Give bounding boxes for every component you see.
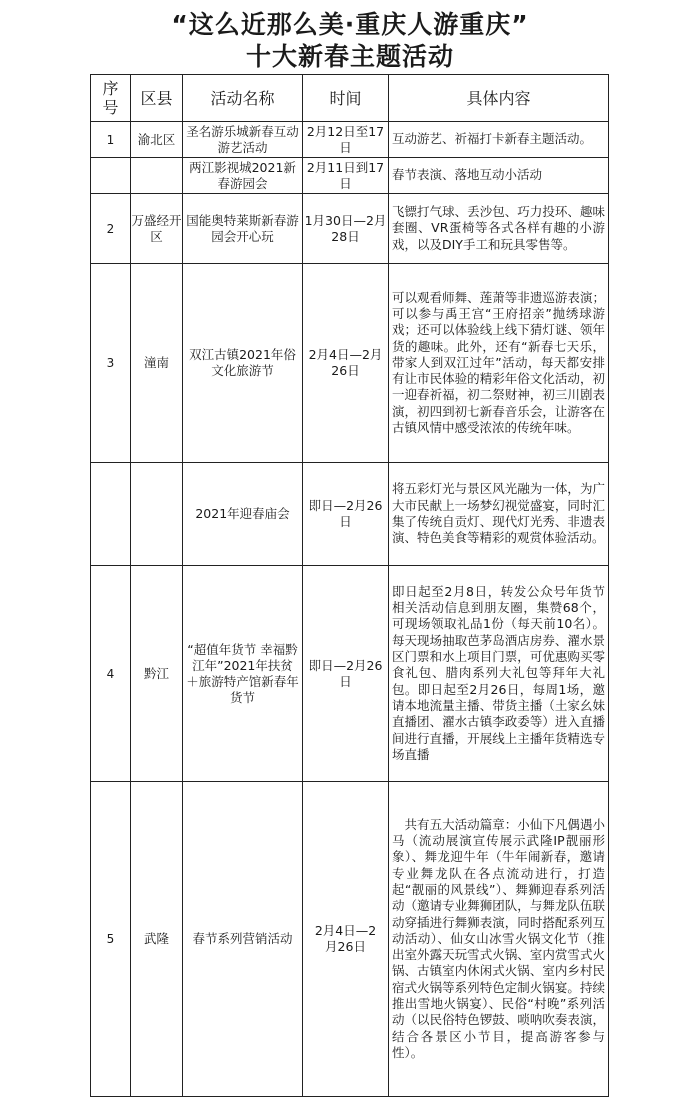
row-activity-name: “超值年货节 幸福黔江年”2021年扶贫＋旅游特产馆新春年货节 <box>183 566 303 782</box>
row-serial <box>91 463 131 566</box>
row-serial: 3 <box>91 264 131 463</box>
row-time: 2月12日至17日 <box>303 122 389 158</box>
row-activity-name: 圣名游乐城新春互动游艺活动 <box>183 122 303 158</box>
header-content: 具体内容 <box>389 75 609 122</box>
row-serial: 2 <box>91 194 131 264</box>
row-district: 武隆 <box>131 782 183 1097</box>
table-row <box>91 264 609 463</box>
document-title: “这么近那么美·重庆人游重庆” <box>171 10 529 39</box>
row-content: 共有五大活动篇章：小仙下凡偶遇小马（流动展演宣传展示武隆IP靓丽形象）、舞龙迎牛年（牛年闹新春，邀请专业舞龙队在各点流动进行，打造起“靓丽的风景线”）、舞狮迎春系列活动（邀请专业舞狮团队，与舞龙队伍联动穿插进行舞狮表演，同时搭配系列互动活动）、仙女山冰雪火锅文化节（推出室外露天玩雪式火锅、室内赏雪式火锅、古镇室内休闲式火锅、室内乡村民宿式火锅等系列特色定制火锅宴。持续推出雪地火锅宴）、民俗“村晚”系列活动（以民俗特色锣鼓、唢呐吹奏表演，结合各景区小节目，提高游客参与性）。 <box>389 782 609 1097</box>
row-content: 飞镖打气球、丢沙包、巧力投环、趣味套圈、VR蛋椅等各式各样有趣的小游戏，以及DIY手工和玩具零售等。 <box>389 194 609 264</box>
row-time: 即日—2月26日 <box>303 463 389 566</box>
row-time: 2月11日到17日 <box>303 158 389 194</box>
row-activity-name: 2021年迎春庙会 <box>183 463 303 566</box>
activities-table <box>90 74 609 1097</box>
row-time: 即日—2月26日 <box>303 566 389 782</box>
row-serial: 4 <box>91 566 131 782</box>
row-serial <box>91 158 131 194</box>
row-district: 黔江 <box>131 566 183 782</box>
table-row <box>91 122 609 158</box>
header-activity-name: 活动名称 <box>183 75 303 122</box>
row-district <box>131 158 183 194</box>
table-row <box>91 782 609 1097</box>
row-content: 互动游艺、祈福打卡新春主题活动。 <box>389 122 609 158</box>
header-district: 区县 <box>131 75 183 122</box>
row-time: 1月30日—2月28日 <box>303 194 389 264</box>
row-serial: 1 <box>91 122 131 158</box>
row-district: 潼南 <box>131 264 183 463</box>
table-row <box>91 463 609 566</box>
row-content: 可以观看师舞、莲萧等非遗巡游表演；可以参与禹王宫“王府招亲”抛绣球游戏；还可以体验线上线下猜灯谜、领年货的趣味。此外，还有“新春七天乐，带家人到双江过年”活动，每天都安排有让市民体验的精彩年俗文化活动，初一迎春祈福，初二祭财神，初三川剧表演，初四到初七新春音乐会，让游客在古镇风情中感受浓浓的传统年味。 <box>389 264 609 463</box>
row-activity-name: 两江影视城2021新春游园会 <box>183 158 303 194</box>
row-district: 渝北区 <box>131 122 183 158</box>
row-activity-name: 双江古镇2021年俗文化旅游节 <box>183 264 303 463</box>
row-time: 2月4日—2月26日 <box>303 782 389 1097</box>
row-content: 将五彩灯光与景区风光融为一体，为广大市民献上一场梦幻视觉盛宴，同时汇集了传统自贡灯、现代灯光秀、非遗表演、特色美食等精彩的观赏体验活动。 <box>389 463 609 566</box>
row-serial: 5 <box>91 782 131 1097</box>
row-time: 2月4日—2月26日 <box>303 264 389 463</box>
table-row <box>91 158 609 194</box>
row-content: 春节表演、落地互动小活动 <box>389 158 609 194</box>
document-subtitle: 十大新春主题活动 <box>245 42 454 71</box>
row-content: 即日起至2月8日，转发公众号年货节相关活动信息到朋友圈，集赞68个，可现场领取礼品1份（每天前10名）。每天现场抽取芭茅岛酒店房券、濯水景区门票和水上项目门票，可优惠购买零食礼包、腊肉系列大礼包等拜年大礼包。即日起至2月26日，每周1场，邀请本地流量主播、带货主播（土家幺妹直播团、濯水古镇李政委等）进入直播间进行直播，开展线上主播年货精选专场直播 <box>389 566 609 782</box>
row-district: 万盛经开区 <box>131 194 183 264</box>
table-header-row <box>91 75 609 122</box>
table-row <box>91 566 609 782</box>
row-activity-name: 春节系列营销活动 <box>183 782 303 1097</box>
row-district <box>131 463 183 566</box>
header-serial: 序号 <box>91 75 131 122</box>
header-time: 时间 <box>303 75 389 122</box>
table-row <box>91 194 609 264</box>
row-activity-name: 国能奥特莱斯新春游园会开心玩 <box>183 194 303 264</box>
